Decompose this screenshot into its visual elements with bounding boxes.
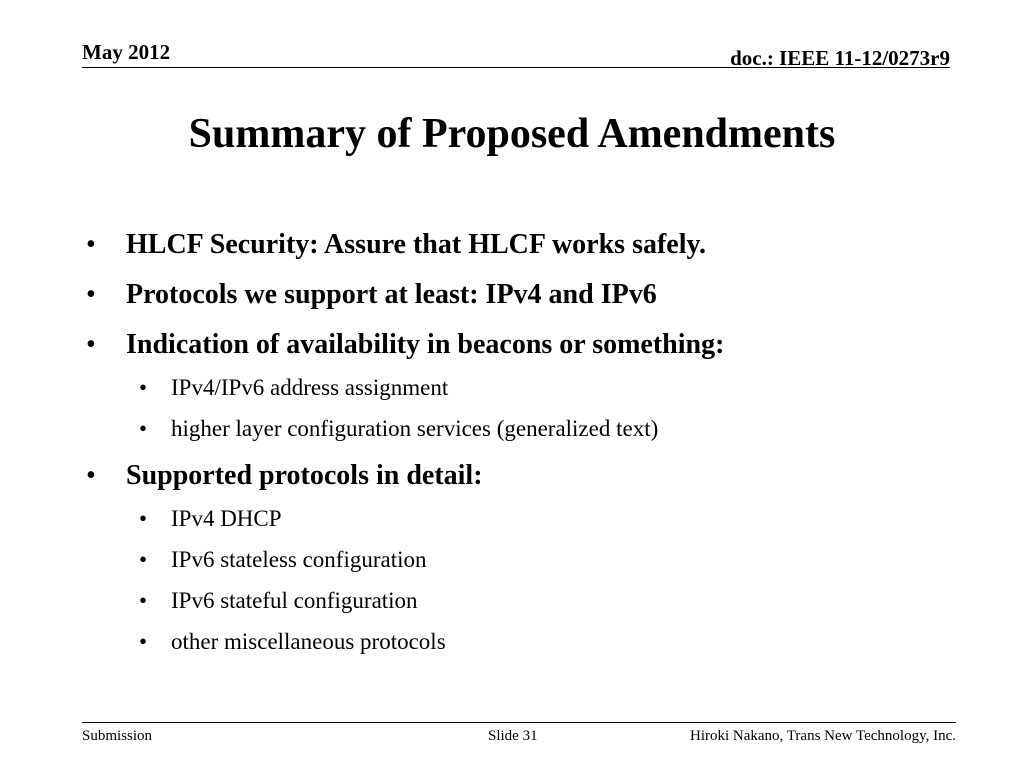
bullet-icon: •	[139, 547, 148, 572]
footer-slide-number: Slide 31	[488, 728, 538, 744]
bullet-icon: •	[139, 629, 148, 654]
sub-bullet-item	[86, 628, 966, 656]
header-doc-id: doc.: IEEE 11-12/0273r9	[730, 46, 950, 70]
sub-bullet-item	[86, 587, 966, 615]
bullet-text: Indication of availability in beacons or something:	[126, 329, 725, 360]
bullet-icon: •	[86, 229, 96, 260]
bullet-item	[86, 459, 966, 493]
bullet-icon: •	[86, 329, 96, 360]
sub-bullet-text: other miscellaneous protocols	[171, 629, 446, 654]
sub-bullet-text: IPv6 stateless configuration	[171, 547, 427, 572]
sub-bullet-item	[86, 546, 966, 574]
bullet-text: Supported protocols in detail:	[126, 460, 483, 491]
bullet-list	[86, 228, 966, 669]
bullet-text: Protocols we support at least: IPv4 and IPv6	[126, 279, 657, 310]
sub-bullet-text: IPv6 stateful configuration	[171, 588, 418, 613]
bullet-item	[86, 278, 966, 312]
bullet-icon: •	[86, 279, 96, 310]
bullet-icon: •	[139, 416, 148, 441]
sub-bullet-text: IPv4 DHCP	[171, 506, 282, 531]
footer-divider	[82, 722, 956, 723]
footer-submission: Submission	[82, 728, 153, 744]
footer-author: Hiroki Nakano, Trans New Technology, Inc.	[690, 728, 956, 744]
bullet-text: HLCF Security: Assure that HLCF works safely.	[126, 229, 706, 260]
bullet-icon: •	[86, 460, 96, 491]
bullet-icon: •	[139, 588, 148, 613]
sub-bullet-item	[86, 505, 966, 533]
sub-bullet-item	[86, 415, 966, 443]
bullet-item	[86, 228, 966, 262]
sub-bullet-item	[86, 374, 966, 402]
bullet-icon: •	[139, 375, 148, 400]
sub-bullet-text: IPv4/IPv6 address assignment	[171, 375, 449, 400]
header-divider	[82, 67, 950, 68]
header-date: May 2012	[82, 40, 171, 64]
slide-title: Summary of Proposed Amendments	[188, 111, 836, 157]
sub-bullet-text: higher layer configuration services (generalized text)	[171, 416, 659, 441]
bullet-item	[86, 328, 966, 362]
bullet-icon: •	[139, 506, 148, 531]
